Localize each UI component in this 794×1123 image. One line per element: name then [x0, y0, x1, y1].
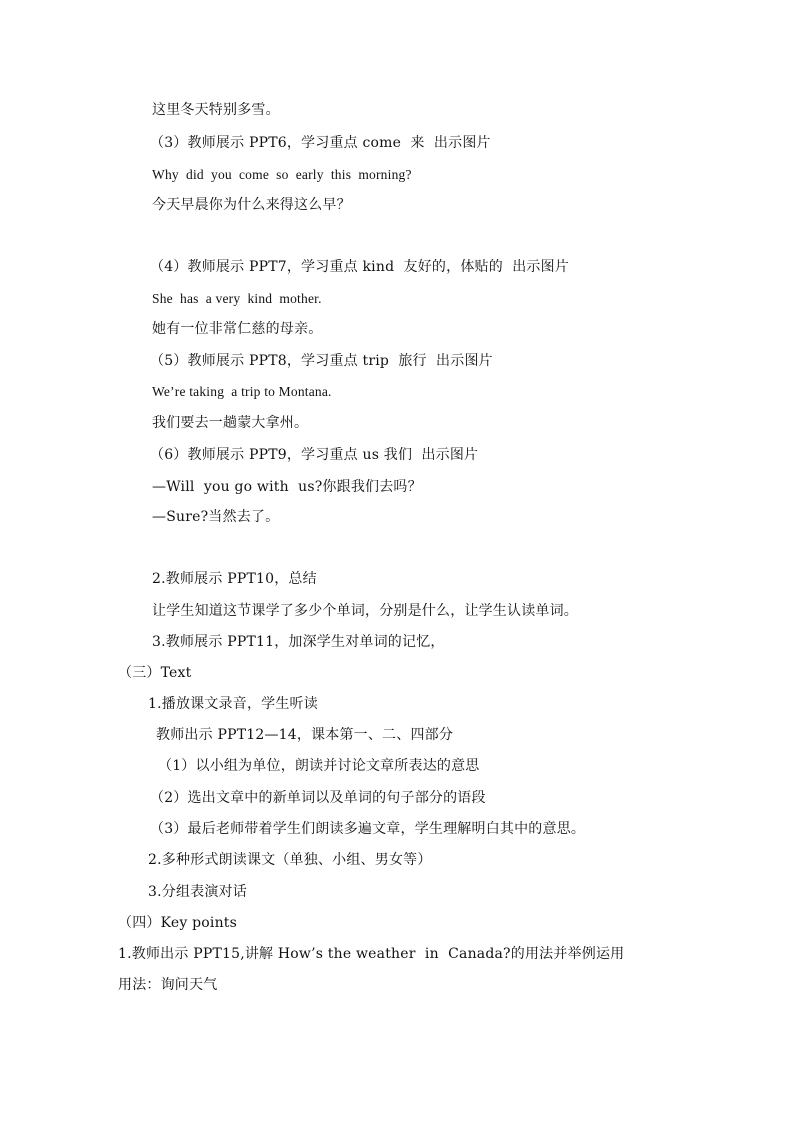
text-line-26: 1.教师出示 PPT15,讲解 How’s the weather in Canada?的用法并举例运用: [118, 946, 625, 962]
text-line-10: 我们要去一趟蒙大拿州。: [152, 415, 309, 431]
section-heading-text: （三）Text: [118, 665, 192, 681]
text-line-6: She has a very kind mother.: [152, 291, 322, 306]
text-line-16: 3.教师展示 PPT11，加深学生对单词的记忆，: [152, 634, 445, 650]
text-line-9: We’re taking a trip to Montana.: [152, 384, 332, 399]
text-line-19: 教师出示 PPT12—14，课本第一、二、四部分: [156, 727, 454, 743]
text-line-22: （3）最后老师带着学生们朗读多遍文章，学生理解明白其中的意思。: [150, 821, 586, 837]
text-line-18: 1.播放课文录音，学生听读: [148, 696, 318, 712]
section-heading-key-points: （四）Key points: [118, 915, 238, 931]
text-line-13: —Sure?当然去了。: [152, 509, 280, 525]
text-line-12: —Will you go with us?你跟我们去吗？: [152, 479, 422, 495]
text-line-20: （1）以小组为单位，朗读并讨论文章所表达的意思: [158, 758, 480, 774]
text-line-3: Why did you come so early this morning?: [152, 167, 412, 182]
text-line-1: 这里冬天特别多雪。: [152, 102, 280, 118]
text-line-7: 她有一位非常仁慈的母亲。: [152, 321, 323, 337]
text-line-15: 让学生知道这节课学了多少个单词，分别是什么，让学生认读单词。: [152, 603, 578, 619]
text-line-21: （2）选出文章中的新单词以及单词的句子部分的语段: [150, 790, 486, 806]
text-line-4: 今天早晨你为什么来得这么早？: [152, 197, 351, 213]
text-line-5: （4）教师展示 PPT7，学习重点 kind 友好的，体贴的 出示图片: [150, 259, 570, 275]
text-line-14: 2.教师展示 PPT10，总结: [152, 571, 317, 587]
text-line-2: （3）教师展示 PPT6，学习重点 come 来 出示图片: [150, 135, 491, 151]
text-line-27: 用法：询问天气: [118, 977, 218, 993]
text-line-24: 3.分组表演对话: [148, 884, 247, 900]
text-line-11: （6）教师展示 PPT9，学习重点 us 我们 出示图片: [150, 447, 479, 463]
text-line-23: 2.多种形式朗读课文（单独、小组、男女等）: [148, 852, 432, 868]
text-line-8: （5）教师展示 PPT8，学习重点 trip 旅行 出示图片: [150, 353, 493, 369]
